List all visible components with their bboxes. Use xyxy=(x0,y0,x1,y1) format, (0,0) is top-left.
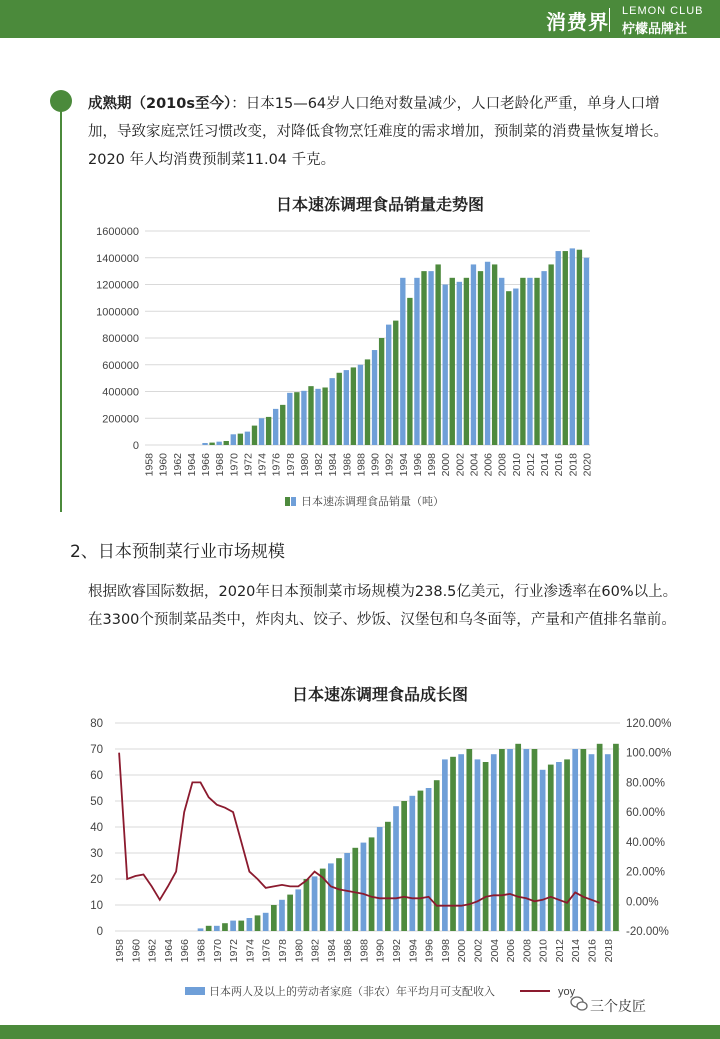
x-tick-label: 2014 xyxy=(539,453,552,477)
bar xyxy=(222,923,228,931)
bar xyxy=(369,837,375,931)
bar xyxy=(426,788,432,931)
bar xyxy=(540,770,546,931)
bar xyxy=(527,278,532,445)
legend-swatch xyxy=(285,497,290,506)
x-tick-label: 2014 xyxy=(570,939,583,963)
bar xyxy=(329,378,334,445)
x-tick-label: 1988 xyxy=(358,939,371,963)
chart2-title: 日本速冻调理食品成长图 xyxy=(291,685,468,704)
x-tick-label: 1958 xyxy=(143,453,156,477)
y-right-tick-label: 100.00% xyxy=(626,747,672,760)
x-tick-label: 1958 xyxy=(114,939,127,963)
legend-label: 日本速冻调理食品销量（吨） xyxy=(301,496,444,508)
sales-trend-chart xyxy=(85,215,645,545)
bar xyxy=(238,921,244,931)
bar xyxy=(584,258,589,445)
x-tick-label: 1970 xyxy=(228,453,241,477)
bar xyxy=(393,321,398,445)
bar xyxy=(301,391,306,445)
bar xyxy=(541,271,546,445)
maturity-heading: 成熟期（2010s至今） xyxy=(88,96,232,112)
bar xyxy=(548,264,553,445)
header-bar xyxy=(0,0,720,38)
timeline-dot xyxy=(50,90,72,112)
x-tick-label: 2006 xyxy=(482,453,495,477)
x-tick-label: 1980 xyxy=(293,939,306,963)
y-tick-label: 1600000 xyxy=(96,226,139,238)
y-tick-label: 400000 xyxy=(102,386,139,399)
market-size-paragraph: 根据欧睿国际数据，2020年日本预制菜市场规模为238.5亿美元，行业渗透率在60%以上。在3300个预制菜品类中，炸肉丸、饺子、炒饭、汉堡包和乌冬面等，产量和产值排名靠前。 xyxy=(88,584,678,628)
x-tick-label: 2000 xyxy=(456,939,469,963)
bar xyxy=(231,434,236,445)
x-tick-label: 1996 xyxy=(423,939,436,963)
bar xyxy=(457,282,462,445)
bar xyxy=(294,392,299,445)
y-right-tick-label: 20.00% xyxy=(626,866,666,879)
bar xyxy=(506,291,511,445)
bar xyxy=(491,754,497,931)
bar xyxy=(400,278,405,445)
bar xyxy=(513,289,518,445)
x-tick-label: 1982 xyxy=(313,453,326,477)
x-tick-label: 1972 xyxy=(228,939,241,963)
bar xyxy=(358,365,363,445)
maturity-paragraph xyxy=(88,90,688,174)
x-tick-label: 1978 xyxy=(276,939,289,963)
bar xyxy=(485,262,490,445)
x-tick-label: 1994 xyxy=(407,939,420,963)
y-left-tick-label: 0 xyxy=(96,926,103,938)
y-tick-label: 600000 xyxy=(102,359,139,372)
bar xyxy=(214,926,220,931)
bar xyxy=(308,386,313,445)
x-tick-label: 1984 xyxy=(327,453,340,477)
bar xyxy=(328,863,334,931)
bar xyxy=(365,359,370,445)
bar xyxy=(385,822,391,931)
bar xyxy=(556,251,561,445)
bar xyxy=(216,442,221,445)
bar xyxy=(315,389,320,445)
legend-label: yoy xyxy=(558,986,576,998)
x-tick-label: 1998 xyxy=(426,453,439,477)
y-right-tick-label: 40.00% xyxy=(626,836,666,849)
bar xyxy=(206,926,212,931)
bar xyxy=(572,749,578,931)
x-tick-label: 1974 xyxy=(244,939,257,963)
x-tick-label: 2002 xyxy=(454,453,467,477)
bar xyxy=(202,443,207,445)
x-tick-label: 1964 xyxy=(162,939,175,963)
bar xyxy=(344,370,349,445)
bar xyxy=(255,915,261,931)
x-tick-label: 1986 xyxy=(342,939,355,963)
y-right-tick-label: 60.00% xyxy=(626,807,666,820)
maturity-text: ：日本15—64岁人口绝对数量减少，人口老龄化严重，单身人口增加，导致家庭烹饪习惯改变，对降低食物烹饪难度的需求增加，预制菜的消费量恢复增长。2020 年人均消费预制菜11.04 千克。 xyxy=(88,96,668,168)
x-tick-label: 1994 xyxy=(397,453,410,477)
x-tick-label: 1978 xyxy=(284,453,297,477)
legend-swatch xyxy=(291,497,296,506)
bar xyxy=(407,298,412,445)
x-tick-label: 2012 xyxy=(524,453,537,477)
bar xyxy=(280,405,285,445)
x-tick-label: 2008 xyxy=(496,453,509,477)
bar xyxy=(563,251,568,445)
bar xyxy=(577,250,582,445)
bar xyxy=(259,418,264,445)
x-tick-label: 2008 xyxy=(521,939,534,963)
x-tick-label: 2016 xyxy=(553,453,566,477)
bar xyxy=(589,754,595,931)
bar xyxy=(570,248,575,445)
bar xyxy=(273,409,278,445)
bar xyxy=(414,278,419,445)
y-right-tick-label: 80.00% xyxy=(626,777,666,790)
x-tick-label: 1974 xyxy=(256,453,269,477)
x-tick-label: 1984 xyxy=(325,939,338,963)
bar xyxy=(507,749,513,931)
x-tick-label: 1988 xyxy=(355,453,368,477)
bar xyxy=(287,393,292,445)
y-left-tick-label: 10 xyxy=(90,900,103,912)
chart1-title: 日本速冻调理食品销量走势图 xyxy=(275,195,484,214)
x-tick-label: 1980 xyxy=(298,453,311,477)
bar xyxy=(238,434,243,445)
bar xyxy=(520,278,525,445)
y-tick-label: 1000000 xyxy=(96,306,139,319)
y-tick-label: 1200000 xyxy=(96,279,139,292)
bar xyxy=(605,754,611,931)
bar xyxy=(230,921,236,931)
bar xyxy=(450,278,455,445)
bar xyxy=(198,928,204,931)
x-tick-label: 1990 xyxy=(369,453,382,477)
x-tick-label: 2006 xyxy=(505,939,518,963)
wechat-icon xyxy=(570,995,588,1013)
y-left-tick-label: 60 xyxy=(90,770,103,782)
bar xyxy=(322,387,327,445)
bar xyxy=(379,338,384,445)
x-tick-label: 2016 xyxy=(586,939,599,963)
timeline-line xyxy=(60,105,62,512)
bar xyxy=(252,426,257,445)
x-tick-label: 1960 xyxy=(130,939,143,963)
bar xyxy=(428,271,433,445)
y-left-tick-label: 50 xyxy=(90,796,103,808)
bar xyxy=(418,791,424,931)
bar xyxy=(580,749,586,931)
x-tick-label: 1992 xyxy=(383,453,396,477)
bar xyxy=(377,827,383,931)
brand-name-cn: 柠檬品牌社 xyxy=(622,22,688,37)
bar xyxy=(386,325,391,445)
y-left-tick-label: 80 xyxy=(90,718,103,730)
x-tick-label: 1968 xyxy=(214,453,227,477)
bar xyxy=(523,749,529,931)
y-tick-label: 800000 xyxy=(102,333,139,345)
x-tick-label: 1966 xyxy=(200,453,213,477)
bar xyxy=(478,271,483,445)
x-tick-label: 2018 xyxy=(567,453,580,477)
bar xyxy=(534,278,539,445)
bar xyxy=(613,744,619,931)
bar xyxy=(483,762,489,931)
y-left-tick-label: 70 xyxy=(90,744,103,756)
bar xyxy=(464,278,469,445)
x-tick-label: 1962 xyxy=(146,939,159,963)
x-tick-label: 2004 xyxy=(468,453,481,477)
bar xyxy=(279,900,285,931)
bar xyxy=(295,889,301,931)
x-tick-label: 2012 xyxy=(553,939,566,963)
bar xyxy=(352,848,358,931)
x-tick-label: 2000 xyxy=(440,453,453,477)
bar xyxy=(471,264,476,445)
bar xyxy=(271,905,277,931)
bar xyxy=(304,879,310,931)
x-tick-label: 1960 xyxy=(157,453,170,477)
bar xyxy=(401,801,407,931)
x-tick-label: 2018 xyxy=(602,939,615,963)
bar xyxy=(312,876,318,931)
x-tick-label: 1990 xyxy=(374,939,387,963)
y-tick-label: 0 xyxy=(132,440,139,452)
footer-bar xyxy=(0,1025,720,1039)
x-tick-label: 1976 xyxy=(260,939,273,963)
x-tick-label: 1996 xyxy=(411,453,424,477)
bar xyxy=(245,432,250,445)
bar xyxy=(263,913,269,931)
watermark-text: 三个皮匠 xyxy=(590,999,646,1015)
brand-logo: 消费界 xyxy=(546,10,609,34)
bar xyxy=(532,749,538,931)
bar xyxy=(209,443,214,445)
bar xyxy=(361,843,367,931)
legend-swatch xyxy=(185,987,205,995)
bar xyxy=(351,367,356,445)
bar xyxy=(421,271,426,445)
y-right-tick-label: 120.00% xyxy=(626,718,672,730)
bar xyxy=(336,858,342,931)
bar xyxy=(435,264,440,445)
bar xyxy=(548,765,554,931)
bar xyxy=(499,749,505,931)
x-tick-label: 1992 xyxy=(391,939,404,963)
x-tick-label: 1982 xyxy=(309,939,322,963)
bar xyxy=(475,759,481,931)
x-tick-label: 2002 xyxy=(472,939,485,963)
y-left-tick-label: 20 xyxy=(90,874,103,886)
x-tick-label: 2004 xyxy=(488,939,501,963)
brand-name-en: LEMON CLUB xyxy=(622,5,704,17)
x-tick-label: 2010 xyxy=(510,453,523,477)
y-tick-label: 200000 xyxy=(102,413,139,426)
bar xyxy=(409,796,415,931)
x-tick-label: 2020 xyxy=(581,453,594,477)
brand-divider xyxy=(609,8,610,32)
x-tick-label: 1964 xyxy=(185,453,198,477)
bar xyxy=(434,780,440,931)
y-left-tick-label: 40 xyxy=(90,822,103,834)
x-tick-label: 1966 xyxy=(179,939,192,963)
y-left-tick-label: 30 xyxy=(90,848,103,860)
y-tick-label: 1400000 xyxy=(96,252,139,265)
x-tick-label: 1976 xyxy=(270,453,283,477)
x-tick-label: 1968 xyxy=(195,939,208,963)
x-tick-label: 1972 xyxy=(242,453,255,477)
growth-chart xyxy=(5,712,705,1012)
y-right-tick-label: -20.00% xyxy=(626,926,669,938)
x-tick-label: 1998 xyxy=(439,939,452,963)
bar xyxy=(393,806,399,931)
x-tick-label: 1986 xyxy=(341,453,354,477)
bar xyxy=(564,759,570,931)
section2-title: 2、日本预制菜行业市场规模 xyxy=(70,542,285,562)
bar xyxy=(443,285,448,446)
y-right-tick-label: 0.00% xyxy=(626,896,659,909)
bar xyxy=(515,744,521,931)
x-tick-label: 2010 xyxy=(537,939,550,963)
legend-label: 日本两人及以上的劳动者家庭（非农）年平均月可支配收入 xyxy=(209,986,495,998)
bar xyxy=(247,918,253,931)
bar xyxy=(337,373,342,445)
bar xyxy=(224,441,229,445)
bar xyxy=(499,278,504,445)
bar xyxy=(372,350,377,445)
bar xyxy=(266,417,271,445)
x-tick-label: 1970 xyxy=(211,939,224,963)
bar xyxy=(492,264,497,445)
x-tick-label: 1962 xyxy=(171,453,184,477)
bar xyxy=(287,895,293,931)
bar xyxy=(556,762,562,931)
